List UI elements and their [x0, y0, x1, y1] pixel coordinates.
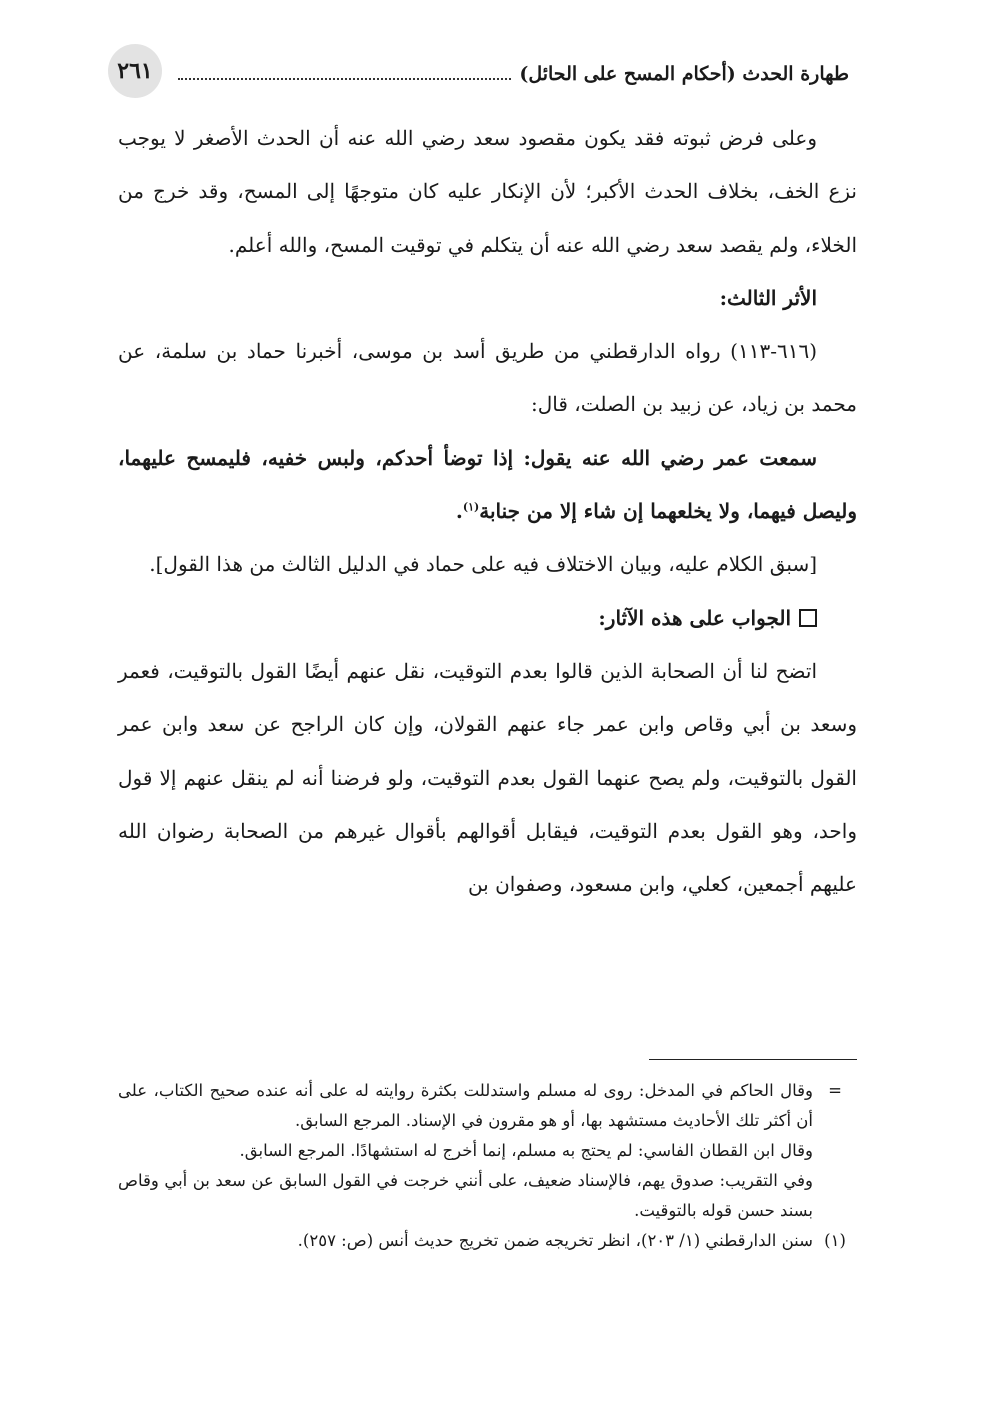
paragraph-isnad: (٦١٦-١١٣) رواه الدارقطني من طريق أسد بن موسى، أخبرنا حماد بن سلمة، عن محمد بن زياد، عن زبيد بن الصلت، قال:: [118, 339, 857, 417]
footnote-separator: [649, 1059, 857, 1060]
continuation-mark: =: [828, 1081, 842, 1100]
footnote-1: [118, 1226, 857, 1256]
page-number: ٢٦١: [117, 58, 153, 84]
section-heading-answer: [118, 592, 857, 645]
answer-heading-text: الجواب على هذه الآثار:: [598, 605, 791, 630]
footnote-text: وقال الحاكم في المدخل: روى له مسلم واستدللت بكثرة روايته له على أنه عنده صحيح الكتاب، على أن أكثر تلك الأحاديث مستشهد بها، أو هو مقرون في الإسناد. المرجع السابق.: [118, 1081, 813, 1130]
footnote-number: (١): [824, 1231, 846, 1250]
main-text: [118, 112, 857, 911]
quote-text: سمعت عمر رضي الله عنه يقول: إذا توضأ أحدكم، ولبس خفيه، فليمسح عليهما، وليصل فيهما، ولا يخلعهما إن شاء إلا من جنابة: [118, 445, 857, 524]
paragraph: اتضح لنا أن الصحابة الذين قالوا بعدم التوقيت، نقل عنهم أيضًا القول بالتوقيت، فعمر وسعد بن أبي وقاص وابن عمر جاء عنهم القولان، وإن كان الراجح عن سعد وابن عمر القول بالتوقيت، ولم يصح عنهما القول بعدم التوقيت، ولو فرضنا أنه لم ينقل عنهم إلا قول واحد، وهو القول بعدم التوقيت، فيقابل أقوالهم بأقوال غيرهم من الصحابة رضوان الله عليهم أجمعين، كعلي، وابن مسعود، وصفوان بن: [118, 658, 857, 897]
footnote-text: وفي التقريب: صدوق يهم، فالإسناد ضعيف، على أنني خرجت في القول السابق عن سعد بن أبي وقاص بسند حسن قوله بالتوقيت.: [118, 1171, 813, 1220]
paragraph-note: [سبق الكلام عليه، وبيان الاختلاف فيه على حماد في الدليل الثالث من هذا القول].: [149, 552, 817, 577]
dotted-leader: [178, 78, 511, 80]
running-header: [108, 48, 849, 100]
footnote-text: سنن الدارقطني (١/ ٢٠٣)، انظر تخريجه ضمن تخريج حديث أنس (ص: ٢٥٧).: [297, 1231, 813, 1250]
paragraph: وعلى فرض ثبوته فقد يكون مقصود سعد رضي الله عنه أن الحدث الأصغر لا يوجب نزع الخف، بخلاف الحدث الأكبر؛ لأن الإنكار عليه كان متوجهًا إلى المسح، وقد خرج من الخلاء، ولم يقصد سعد رضي الله عنه أن يتكلم في توقيت المسح، والله أعلم.: [118, 126, 857, 257]
quoted-athar: سمعت عمر رضي الله عنه يقول: إذا توضأ أحدكم، ولبس خفيه، فليمسح عليهما، وليصل فيهما، ولا يخلعهما إن شاء إلا من جنابة$^{(١)}$.: [118, 445, 857, 524]
footnote-continuation: [118, 1076, 857, 1136]
chapter-title: طهارة الحدث (أحكام المسح على الحائل): [519, 63, 849, 85]
footnote-ref-1[interactable]: (١): [462, 500, 480, 514]
section-heading-third-athar: الأثر الثالث:: [719, 285, 817, 310]
footnote-text: وقال ابن القطان الفاسي: لم يحتج به مسلم، إنما أخرج له استشهادًا. المرجع السابق.: [239, 1141, 813, 1160]
square-bullet-icon: [799, 609, 817, 627]
footnotes: [118, 1076, 857, 1256]
